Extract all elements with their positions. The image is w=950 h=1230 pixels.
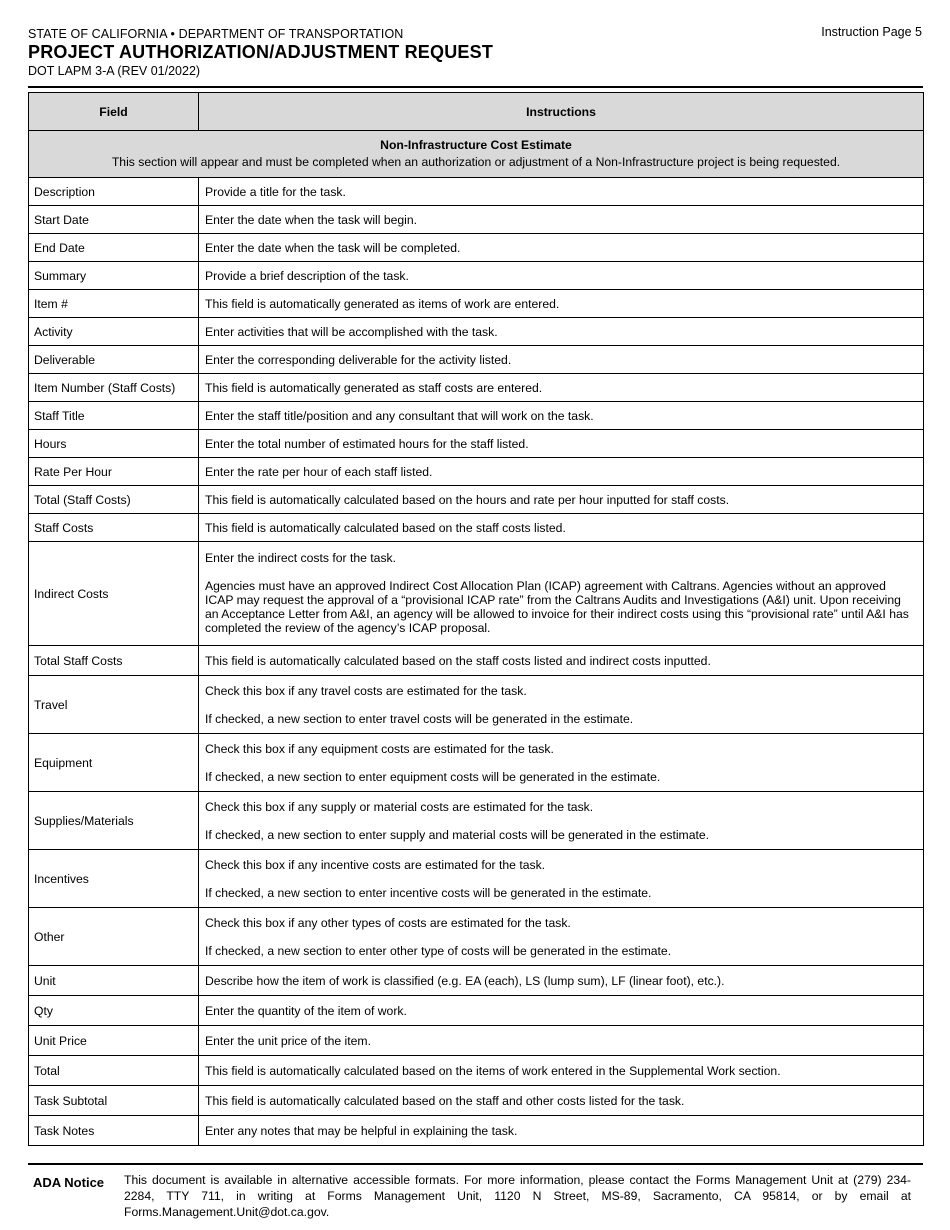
table-row [29, 734, 924, 792]
table-row [29, 178, 924, 206]
field-cell: Equipment [29, 734, 199, 792]
table-row [29, 966, 924, 996]
field-cell: Task Subtotal [29, 1086, 199, 1116]
table-row [29, 908, 924, 966]
table-row [29, 374, 924, 402]
instruction-cell [199, 734, 924, 792]
table-row [29, 514, 924, 542]
field-cell: Summary [29, 262, 199, 290]
field-cell: Hours [29, 430, 199, 458]
instruction-cell: This field is automatically calculated based on the staff and other costs listed for the task. [199, 1086, 924, 1116]
field-cell: Travel [29, 676, 199, 734]
ada-notice-label: ADA Notice [33, 1175, 105, 1190]
field-cell: Unit Price [29, 1026, 199, 1056]
instruction-cell [199, 676, 924, 734]
field-cell: Rate Per Hour [29, 458, 199, 486]
section-title: Non-Infrastructure Cost Estimate [380, 138, 572, 152]
table-row [29, 1056, 924, 1086]
field-cell: Total (Staff Costs) [29, 486, 199, 514]
instruction-cell [199, 908, 924, 966]
section-note: This section will appear and must be completed when an authorization or adjustment of a Non-Infrastructure project is being requested. [111, 155, 841, 169]
table-row [29, 430, 924, 458]
field-cell: Task Notes [29, 1116, 199, 1146]
field-cell: Incentives [29, 850, 199, 908]
table-row [29, 458, 924, 486]
section-header-row [29, 131, 924, 178]
instruction-cell: This field is automatically calculated based on the hours and rate per hour inputted for staff costs. [199, 486, 924, 514]
instruction-cell: Describe how the item of work is classified (e.g. EA (each), LS (lump sum), LF (linear foot), etc.). [199, 966, 924, 996]
instruction-paragraph: Check this box if any incentive costs are estimated for the task. [205, 858, 546, 872]
header-rule [28, 86, 923, 88]
section-header-cell [29, 131, 924, 178]
field-cell: Deliverable [29, 346, 199, 374]
instruction-cell: This field is automatically generated as items of work are entered. [199, 290, 924, 318]
table-row [29, 346, 924, 374]
page-label: Instruction Page 5 [821, 25, 922, 39]
field-cell: Start Date [29, 206, 199, 234]
instruction-cell [199, 542, 924, 646]
table-row [29, 206, 924, 234]
table-row [29, 318, 924, 346]
table-row [29, 1116, 924, 1146]
instruction-cell: This field is automatically calculated based on the staff costs listed and indirect costs inputted. [199, 646, 924, 676]
table-row [29, 402, 924, 430]
instruction-paragraph: If checked, a new section to enter supply and material costs will be generated in the estimate. [205, 828, 710, 842]
field-cell: Staff Costs [29, 514, 199, 542]
instruction-cell: Enter activities that will be accomplished with the task. [199, 318, 924, 346]
field-cell: End Date [29, 234, 199, 262]
table-row [29, 676, 924, 734]
instruction-paragraph: Enter the indirect costs for the task. [205, 551, 397, 565]
instruction-cell: Provide a title for the task. [199, 178, 924, 206]
table-row [29, 486, 924, 514]
instruction-paragraph: Check this box if any equipment costs are estimated for the task. [205, 742, 554, 756]
field-cell: Activity [29, 318, 199, 346]
field-cell: Unit [29, 966, 199, 996]
table-row [29, 1026, 924, 1056]
instruction-cell: Enter the quantity of the item of work. [199, 996, 924, 1026]
instruction-cell: Enter the total number of estimated hours for the staff listed. [199, 430, 924, 458]
instruction-cell: Enter the rate per hour of each staff listed. [199, 458, 924, 486]
table-row [29, 290, 924, 318]
instructions-column-header: Instructions [199, 93, 924, 131]
instruction-paragraph: If checked, a new section to enter equipment costs will be generated in the estimate. [205, 770, 661, 784]
field-cell: Total [29, 1056, 199, 1086]
instructions-table [28, 92, 924, 1146]
table-row [29, 646, 924, 676]
table-row [29, 234, 924, 262]
instruction-cell: Enter the unit price of the item. [199, 1026, 924, 1056]
field-cell: Staff Title [29, 402, 199, 430]
table-row [29, 1086, 924, 1116]
field-cell: Item # [29, 290, 199, 318]
field-cell: Item Number (Staff Costs) [29, 374, 199, 402]
table-row [29, 262, 924, 290]
instruction-cell [199, 792, 924, 850]
instruction-paragraph: If checked, a new section to enter incentive costs will be generated in the estimate. [205, 886, 652, 900]
table-row-indirect-costs [29, 542, 924, 646]
table-row [29, 996, 924, 1026]
footer-rule [28, 1163, 923, 1165]
field-cell: Indirect Costs [29, 542, 199, 646]
instruction-cell: Enter the staff title/position and any consultant that will work on the task. [199, 402, 924, 430]
field-cell: Qty [29, 996, 199, 1026]
instruction-cell: Enter the date when the task will begin. [199, 206, 924, 234]
form-title: PROJECT AUTHORIZATION/ADJUSTMENT REQUEST [28, 42, 494, 62]
instruction-cell: This field is automatically calculated based on the items of work entered in the Supplemental Work section. [199, 1056, 924, 1086]
table-row [29, 850, 924, 908]
form-number: DOT LAPM 3-A (REV 01/2022) [28, 64, 201, 78]
agency-name: STATE OF CALIFORNIA • DEPARTMENT OF TRANSPORTATION [28, 27, 404, 41]
instruction-cell: Enter any notes that may be helpful in explaining the task. [199, 1116, 924, 1146]
instruction-cell [199, 850, 924, 908]
instruction-cell: Enter the corresponding deliverable for the activity listed. [199, 346, 924, 374]
instruction-paragraph: If checked, a new section to enter other type of costs will be generated in the estimate. [205, 944, 672, 958]
field-cell: Supplies/Materials [29, 792, 199, 850]
instruction-paragraph: Agencies must have an approved Indirect Cost Allocation Plan (ICAP) agreement with Caltrans. Agencies without an approved ICAP may request the approval of a “provisional ICAP rate” from the Caltrans Audits and Investigations (A&I) unit. Upon receiving an Acceptance Letter from A&I, an agency will be allowed to invoice for their indirect costs using this “provisional rate” until A&I has completed the review of the agency’s ICAP proposal. [205, 579, 909, 635]
ada-notice-text: This document is available in alternative accessible formats. For more information, please contact the Forms Management Unit at (279) 234-2284, TTY 711, in writing at Forms Management Unit, 1120 N Street, MS-89, Sacramento, CA 95814, or by email at Forms.Management.Unit@dot.ca.gov. [124, 1173, 911, 1219]
field-column-header: Field [29, 93, 199, 131]
instruction-paragraph: If checked, a new section to enter travel costs will be generated in the estimate. [205, 712, 634, 726]
table-header-row [29, 93, 924, 131]
instruction-cell: Enter the date when the task will be completed. [199, 234, 924, 262]
instruction-cell: This field is automatically calculated based on the staff costs listed. [199, 514, 924, 542]
field-cell: Other [29, 908, 199, 966]
field-cell: Description [29, 178, 199, 206]
instruction-cell: Provide a brief description of the task. [199, 262, 924, 290]
instruction-paragraph: Check this box if any travel costs are estimated for the task. [205, 684, 527, 698]
instruction-paragraph: Check this box if any other types of costs are estimated for the task. [205, 916, 571, 930]
instruction-paragraph: Check this box if any supply or material costs are estimated for the task. [205, 800, 594, 814]
table-row [29, 792, 924, 850]
instruction-cell: This field is automatically generated as staff costs are entered. [199, 374, 924, 402]
field-cell: Total Staff Costs [29, 646, 199, 676]
